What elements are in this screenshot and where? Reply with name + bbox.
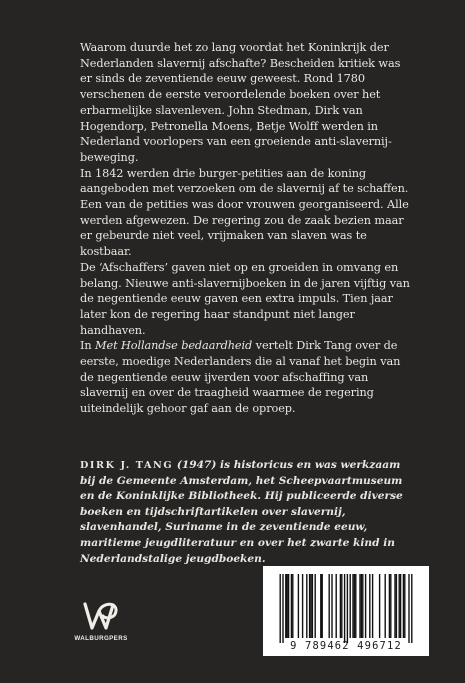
author-name: DIRK J. TANG <box>80 460 174 471</box>
barcode-bar <box>400 574 401 638</box>
barcode-bar <box>355 574 356 638</box>
barcode-bar <box>344 574 345 643</box>
barcode-bar <box>352 574 353 638</box>
barcode-bar <box>306 574 307 638</box>
barcode-bar <box>362 574 363 638</box>
walburg-logo-icon <box>81 600 121 634</box>
barcode-bar <box>320 574 321 638</box>
barcode-bar <box>361 574 362 638</box>
barcode-bar <box>322 574 323 638</box>
barcode-bar <box>350 574 351 638</box>
barcode-bar <box>408 574 409 643</box>
barcode-bar <box>315 574 316 638</box>
paragraph-1: Waarom duurde het zo lang voordat het Koninkrijk der Nederlanden slavernij afschafte? Bescheiden kritiek was er sinds de zeventiende eeuw geweest. Rond 1780 verschenen de eerste veroordelende boeken over het erbarmelijke slavenleven. John Stedman, Dirk van Hogendorp, Petronella Moens, Betje Wolff werden in Nederland voorlopers van een groeiende anti-slavernij-beweging. <box>80 41 401 164</box>
barcode-bar <box>288 574 289 638</box>
barcode-bar <box>379 574 380 638</box>
isbn-barcode <box>263 566 429 656</box>
barcode-bar <box>385 574 386 638</box>
barcode-bar <box>394 574 395 638</box>
barcode-bar <box>287 574 288 638</box>
publisher-logo <box>71 600 131 656</box>
barcode-bar <box>341 574 342 638</box>
barcode-bar <box>282 574 283 643</box>
paragraph-2: In 1842 werden drie burger-petities aan de koning aangeboden met verzoeken om de slavernij af te schaffen. Een van de petities was door vrouwen georganiseerd. Alle werden afgewezen. De regering zou de zaak bezien maar er gebeurde niet veel, vrijmaken van slaven was te kostbaar. <box>80 166 409 259</box>
author-bio-text: (1947) is historicus en was werkzaam bij de Gemeente Amsterdam, het Scheepvaartmuseum en de Koninklijke Bibliotheek. Hij publiceerde diverse boeken en tijdschriftartikelen over slavernij, slavenhandel, Suriname in de zeventiende eeuw, maritieme jeugdliteratuur en over het zwarte kind in Nederlandstalige jeugdboeken. <box>80 459 403 565</box>
publisher-name: WALBURGPERS <box>74 635 128 642</box>
barcode-bar <box>312 574 313 638</box>
barcode-bar <box>292 574 293 638</box>
paragraph-4-rest: vertelt Dirk Tang over de eerste, moedige Nederlanders die al vanaf het begin van de negentiende eeuw ijverden voor afschaffing van slavernij en over de traagheid waarmee de regering uiteindelijk gehoor gaf aan de oproep. <box>80 339 401 416</box>
barcode-bar <box>354 574 355 638</box>
barcode-bar <box>411 574 412 643</box>
barcode-bar <box>331 574 332 638</box>
paragraph-4 <box>80 338 410 417</box>
blurb-text <box>80 40 410 417</box>
barcode-bar <box>404 574 405 638</box>
barcode-bar <box>372 574 373 638</box>
book-title: Met Hollandse bedaardheid <box>95 339 253 353</box>
barcode-bar <box>298 574 299 638</box>
barcode-bar <box>310 574 311 638</box>
barcode-bar <box>369 574 370 638</box>
barcode-bar <box>302 574 303 638</box>
barcode-bar <box>309 574 310 638</box>
barcode-bar <box>396 574 397 638</box>
barcode-bar <box>359 574 360 638</box>
barcode-bar <box>336 574 337 638</box>
barcode-bar <box>390 574 391 638</box>
barcode-bar <box>285 574 286 638</box>
author-bio <box>80 458 410 567</box>
barcode-bar <box>329 574 330 638</box>
paragraph-3: De ‘Afschaffers’ gaven niet op en groeiden in omvang en belang. Nieuwe anti-slavernijboeken in de jaren vijftig van de negentiende eeuw gaven een extra impuls. Tien jaar later kon de regering haar standpunt niet langer handhaven. <box>80 260 410 337</box>
barcode-bar <box>389 574 390 638</box>
paragraph-4-prefix: In <box>80 339 96 353</box>
barcode-bar <box>347 574 348 643</box>
barcode-bar <box>399 574 400 638</box>
barcode-bar <box>340 574 341 638</box>
barcode-bar <box>291 574 292 638</box>
isbn-number: 9 789462 496712 <box>290 640 402 652</box>
barcode-bar <box>280 574 281 643</box>
barcode-bar <box>365 574 366 638</box>
barcode-bar <box>403 574 404 638</box>
